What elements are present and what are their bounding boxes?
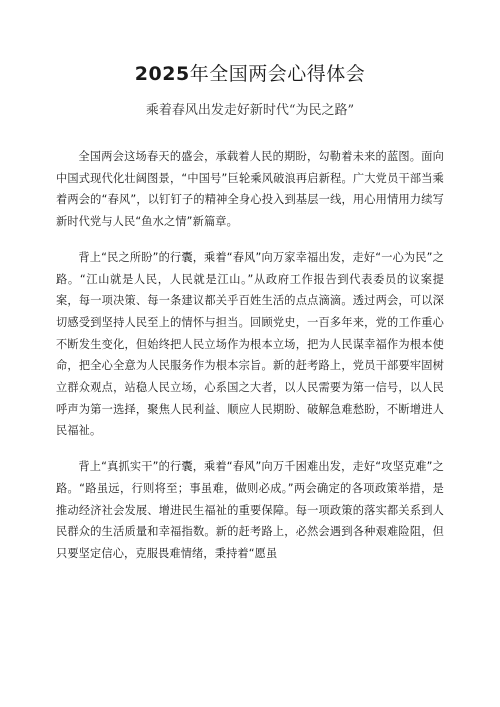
page-subtitle: 乘着春风出发走好新时代“为民之路”	[145, 103, 355, 118]
paragraph-3: 背上“真抓实干”的行囊，乘着“春风”向万千困难出发，走好“攻坚克难”之路。“路虽远，行则将至；事虽难，做则必成。”两会确定的各项政策举措，是推动经济社会发展、增进民生福祉的重要保障。每一项政策的落实都关系到人民群众的生活质量和幸福指数。新的赶考路上，必然会遇到各种艰难险阻，但只要坚定信心，克服畏难情绪，秉持着“愿虽	[56, 460, 444, 560]
paragraph-2: 背上“民之所盼”的行囊，乘着“春风”向万家幸福出发，走好“一心为民”之路。“江山就是人民，人民就是江山。”从政府工作报告到代表委员的议案提案，每一项决策、每一条建议都关乎百姓生活的点点滴滴。透过两会，可以深切感受到坚持人民至上的情怀与担当。回顾党史，一百多年来，党的工作重心不断发生变化，但始终把人民立场作为根本立场，把为人民谋幸福作为根本使命，把全心全意为人民服务作为根本宗旨。新的赶考路上，党员干部要牢固树立群众观点，站稳人民立场，心系国之大者，以人民需要为第一信号，以人民呼声为第一选择，聚焦人民利益、顺应人民期盼、破解急难愁盼，不断增进人民福祉。	[56, 250, 444, 438]
page-title	[56, 62, 444, 86]
title-text: 年全国两会心得体会	[189, 63, 366, 85]
paragraph-1: 全国两会这场春天的盛会，承载着人民的期盼，勾勒着未来的蓝图。面向中国式现代化壮阔图景，“中国号”巨轮乘风破浪再启新程。广大党员干部当乘着两会的“春风”，以钉钉子的精神全身心投入到基层一线，用心用情用力续写新时代党与人民“鱼水之情”新篇章。	[56, 150, 444, 229]
title-year: 2025	[134, 63, 190, 85]
